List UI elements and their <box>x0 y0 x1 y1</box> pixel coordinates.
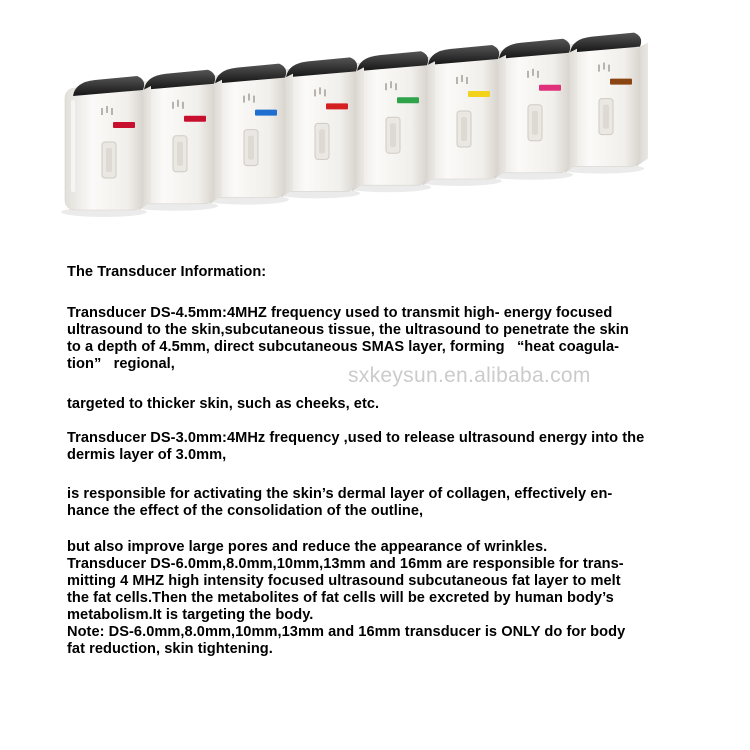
cartridge-label-6 <box>468 91 490 97</box>
paragraph-ds-4-5mm: Transducer DS-4.5mm:4MHZ frequency used to transmit high- energy focused ultrasound to the skin,subcutaneous tissue, the ultrasound to penetrate the skin to a depth of 4.5mm, direct subcutaneous SMAS layer, forming “heat coagula- tion” regional, <box>67 305 629 372</box>
cartridge-label-2 <box>184 116 206 122</box>
cartridge-label-3 <box>255 110 277 116</box>
paragraph-collagen: is responsible for activating the skin’s dermal layer of collagen, effectively en- hance the effect of the consolidation of the outline, <box>67 486 613 519</box>
transducer-cartridges-photo <box>40 30 680 250</box>
cartridge-label-8 <box>610 79 632 85</box>
section-heading: The Transducer Information: <box>67 264 267 280</box>
cartridge-1 <box>61 76 151 217</box>
watermark-text: sxkeysun.en.alibaba.com <box>348 364 591 387</box>
paragraph-target-cheeks: targeted to thicker skin, such as cheeks, etc. <box>67 396 380 412</box>
cartridge-label-7 <box>539 85 561 91</box>
cartridge-label-4 <box>326 103 348 109</box>
paragraph-body-transducers: but also improve large pores and reduce the appearance of wrinkles. Transducer DS-6.0mm,8.0mm,10mm,13mm and 16mm are responsible for trans- mitting 4 MHZ high intensity focused ultrasound subcutaneous fat layer to melt the fat cells.Then the metabolites of fat cells will be excreted by human body’s metabolism.It is targeting the body. Note: DS-6.0mm,8.0mm,10mm,13mm and 16mm transducer is ONLY do for body fat reduction, skin tightening. <box>67 539 626 657</box>
paragraph-ds-3-0mm: Transducer DS-3.0mm:4MHz frequency ,used to release ultrasound energy into the dermis layer of 3.0mm, <box>67 430 645 463</box>
cartridge-label-5 <box>397 97 419 103</box>
cartridge-label-1 <box>113 122 135 128</box>
